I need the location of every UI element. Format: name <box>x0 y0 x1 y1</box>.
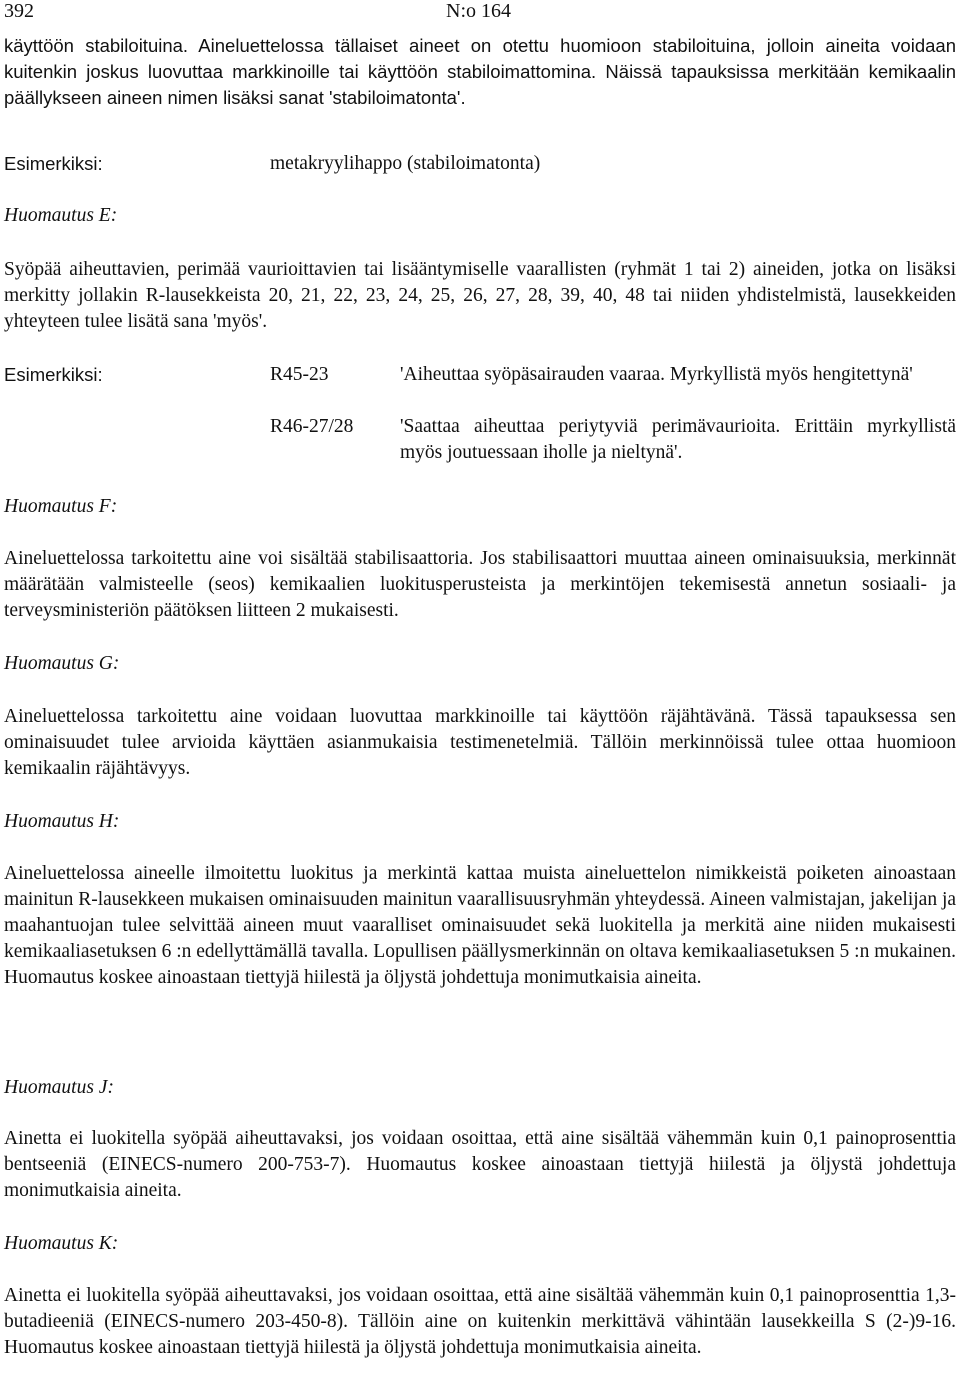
r-code: R45-23 <box>270 364 329 385</box>
note-e-heading: Huomautus E: <box>4 205 118 226</box>
note-f-paragraph: Aineluettelossa tarkoitettu aine voi sisältää stabilisaattoria. Jos stabilisaattori muuttaa aineen ominaisuuksia, merkinnät määrätään valmisteelle (seos) kemikaalien luokitusperusteista ja merkintöjen tekemisestä annetun sosiaali- ja terveysministeriön päätöksen liitteen 2 mukaisesti. <box>4 548 956 621</box>
note-e-examples <box>4 362 956 472</box>
note-j-heading: Huomautus J: <box>4 1077 114 1098</box>
page-header <box>4 0 954 26</box>
intro-example <box>4 151 956 177</box>
r-phrase: 'Aiheuttaa syöpäsairauden vaaraa. Myrkyllistä myös hengitettynä' <box>400 364 913 385</box>
issue-number: N:o 164 <box>446 0 511 22</box>
note-g-heading: Huomautus G: <box>4 653 120 674</box>
note-e-paragraph: Syöpää aiheuttavien, perimää vaurioittavien tai lisääntymiselle vaarallisten (ryhmät 1 tai 2) aineiden, jotka on lisäksi merkitty jollakin R-lausekkeista 20, 21, 22, 23, 24, 25, 26, 27, 28, 39, 40, 48 tai niiden yhdistelmistä, lausekkeiden yhteyteen tulee lisätä sana 'myös'. <box>4 259 956 332</box>
note-f-heading: Huomautus F: <box>4 496 118 517</box>
page-number: 392 <box>4 0 34 22</box>
example-value: metakryylihappo (stabiloimatonta) <box>270 153 541 174</box>
example-label: Esimerkiksi: <box>4 364 103 385</box>
note-h-heading: Huomautus H: <box>4 811 120 832</box>
note-j-paragraph: Ainetta ei luokitella syöpää aiheuttavaksi, jos voidaan osoittaa, että aine sisältää vähemmän kuin 0,1 painoprosenttia bentseeniä (EINECS-numero 200-753-7). Huomautus koskee ainoastaan tiettyjä hiilestä ja öljystä johdettuja monimutkaisia aineita. <box>4 1128 956 1201</box>
note-k-heading: Huomautus K: <box>4 1233 119 1254</box>
intro-paragraph: käyttöön stabiloituina. Aineluettelossa tällaiset aineet on otettu huomioon stabiloituina, jolloin aineita voidaan kuitenkin joskus luovuttaa markkinoille tai käyttöön stabiloimattomina. Näissä tapauksissa merkitään kemikaalin päällykseen aineen nimen lisäksi sanat 'stabiloimatonta'. <box>4 35 956 108</box>
note-h-paragraph: Aineluettelossa aineelle ilmoitettu luokitus ja merkintä kattaa muista aineluettelon nimikkeistä poiketen ainoastaan mainitun R-lausekkeen mukaisen ominaisuuden mainitun vaarallisuusryhmän yhteydessä. Aineen valmistajan, jakelijan ja maahantuojan tulee selvittää aineen muut vaaralliset ominaisuudet sekä luokitella ja merkitä aine niiden mukaisesti kemikaaliasetuksen 6 :n edellyttämällä tavalla. Lopullisen päällysmerkinnän on oltava kemikaaliasetuksen 5 :n mukainen. Huomautus koskee ainoastaan tiettyjä hiilestä ja öljystä johdettuja monimutkaisia aineita. <box>4 863 957 988</box>
r-phrase: 'Saattaa aiheuttaa periytyviä perimävaurioita. Erittäin myrkyllistä myös joutuessaan iholle ja nieltynä'. <box>400 416 956 463</box>
r-code: R46-27/28 <box>270 416 354 437</box>
example-label: Esimerkiksi: <box>4 153 103 174</box>
note-g-paragraph: Aineluettelossa tarkoitettu aine voidaan luovuttaa markkinoille tai käyttöön räjähtävänä. Tässä tapauksessa sen ominaisuudet tulee arvioida käyttäen asianmukaisia testimenetelmiä. Tällöin merkinnöissä tulee ottaa huomioon kemikaalin räjähtävyys. <box>4 706 956 779</box>
note-k-paragraph: Ainetta ei luokitella syöpää aiheuttavaksi, jos voidaan osoittaa, että aine sisältää vähemmän kuin 0,1 painoprosenttia 1,3-butadieeniä (EINECS-numero 203-450-8). Tällöin aine on kuitenkin merkittävä vähintään lausekkeilla S (2-)9-16. Huomautus koskee ainoastaan tiettyjä hiilestä ja öljystä johdettuja monimutkaisia aineita. <box>4 1285 956 1358</box>
